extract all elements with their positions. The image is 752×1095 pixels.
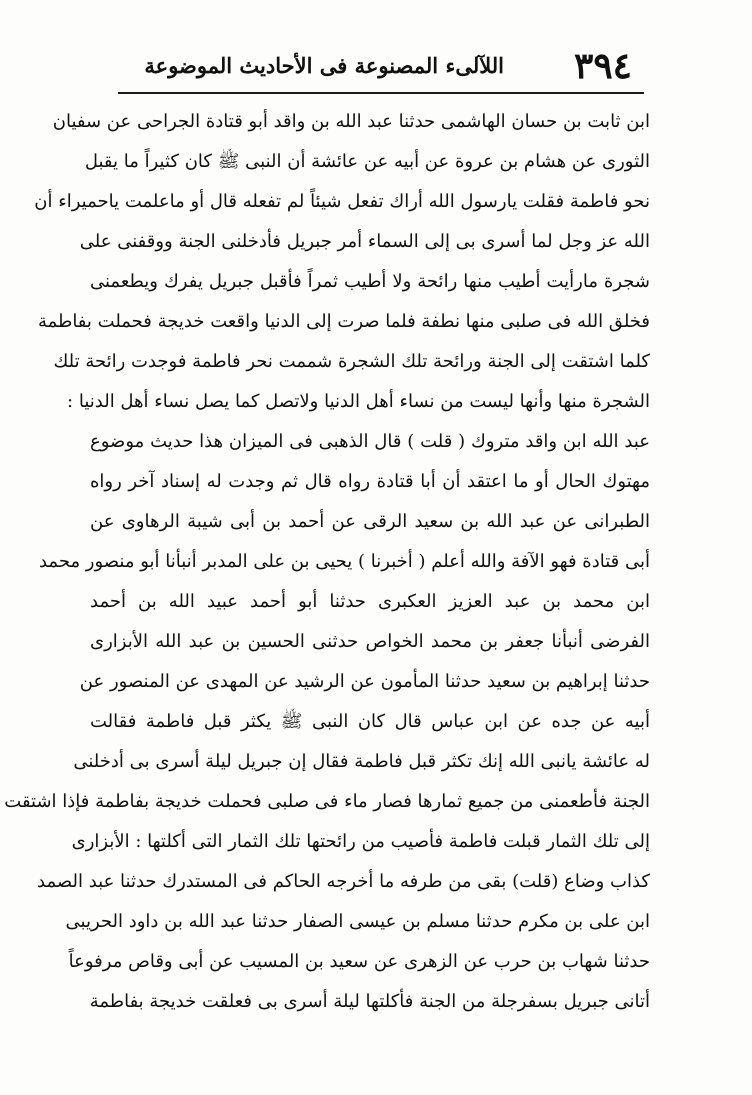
text-line: نحو فاطمة فقلت يارسول الله أراك تفعل شيئاً لم تفعله قال أو ماعلمت ياحميراء أن	[34, 191, 650, 212]
text-line: الطبرانى عن عبد الله بن سعيد الرقى عن أحمد بن أبى شيبة الرهاوى عن	[90, 511, 650, 532]
text-line: حدثنا إبراهيم بن سعيد حدثنا المأمون عن الرشيد عن المهدى عن المنصور عن	[79, 671, 650, 692]
text-line: فخلق الله فى صلبى منها نطفة فلما صرت إلى الدنيا واقعت خديجة فحملت بفاطمة	[37, 311, 650, 332]
text-line: الثورى عن هشام بن عروة عن أبيه عن عائشة أن النبى ﷺ كان كثيراً ما يقبل	[84, 151, 650, 172]
text-line: كذاب وضاع (قلت) بقى من طرفه ما أخرجه الحاكم فى المستدرك حدثنا عبد الصمد	[37, 871, 650, 892]
text-line: أتانى جبريل بسفرجلة من الجنة فأكلتها ليلة أسرى بى فعلقت خديجة بفاطمة	[89, 991, 650, 1012]
text-line: عبد الله ابن واقد متروك ( قلت ) قال الذهبى فى الميزان هذا حديث موضوع	[90, 431, 650, 452]
page-number: ٣٩٤	[573, 45, 632, 87]
text-line: الشجرة منها وأنها ليست من نساء أهل الدنيا ولاتصل كما يصل نساء أهل الدنيا :	[67, 391, 650, 412]
text-line: إلى تلك الثمار قبلت فاطمة فأصيب من رائحتها تلك الثمار التى أكلتها : الأبزارى	[71, 831, 650, 852]
body-text	[4, 100, 650, 1030]
page-header	[108, 42, 632, 90]
header-rule	[118, 92, 644, 94]
text-line: الفرضى أنبأنا جعفر بن محمد الخواص حدثنى الحسين بن عبد الله الأبزارى	[90, 631, 650, 652]
running-title: اللآلىء المصنوعة فى الأحاديث الموضوعة	[144, 53, 504, 78]
text-line: أبى قتادة فهو الآفة والله أعلم ( أخبرنا ) يحيى بن على المدبر أنبأنا أبو منصور محمد	[38, 551, 650, 572]
text-line: مهتوك الحال أو ما اعتقد أن أبا قتادة رواه قال ثم وجدت له إسناد آخر رواه	[90, 471, 650, 492]
text-line: حدثنا شهاب بن حرب عن الزهرى عن سعيد بن المسيب عن أبى وقاص مرفوعاً	[68, 951, 650, 972]
text-line: أبيه عن جده عن ابن عباس قال كان النبى ﷺ يكثر قبل فاطمة فقالت	[90, 711, 650, 732]
text-line: ابن على بن مكرم حدثنا مسلم بن عيسى الصفار حدثنا عبد الله بن داود الحريبى	[65, 911, 650, 932]
text-line: شجرة مارأيت أطيب منها رائحة ولا أطيب ثمراً فأقبل جبريل يفرك ويطعمنى	[90, 271, 650, 292]
text-line: كلما اشتقت إلى الجنة ورائحة تلك الشجرة شممت نحر فاطمة فوجدت رائحة تلك	[53, 351, 650, 372]
text-line: ابن محمد بن عبد العزيز العكبرى حدثنا أبو أحمد عبيد الله بن أحمد	[90, 591, 650, 612]
text-line: الله عز وجل لما أسرى بى إلى السماء أمر جبريل فأدخلنى الجنة ووقفنى على	[79, 231, 650, 252]
text-line: الجنة فأطعمنى من جميع ثمارها فصار ماء فى صلبى فحملت خديجة بفاطمة فإذا اشتقت	[4, 791, 650, 812]
text-line: ابن ثابت بن حسان الهاشمى حدثنا عبد الله بن واقد أبو قتادة الجراحى عن سفيان	[52, 111, 650, 132]
text-line: له عائشة يانبى الله إنك تكثر قبل فاطمة فقال إن جبريل ليلة أسرى بى أدخلنى	[73, 751, 650, 772]
